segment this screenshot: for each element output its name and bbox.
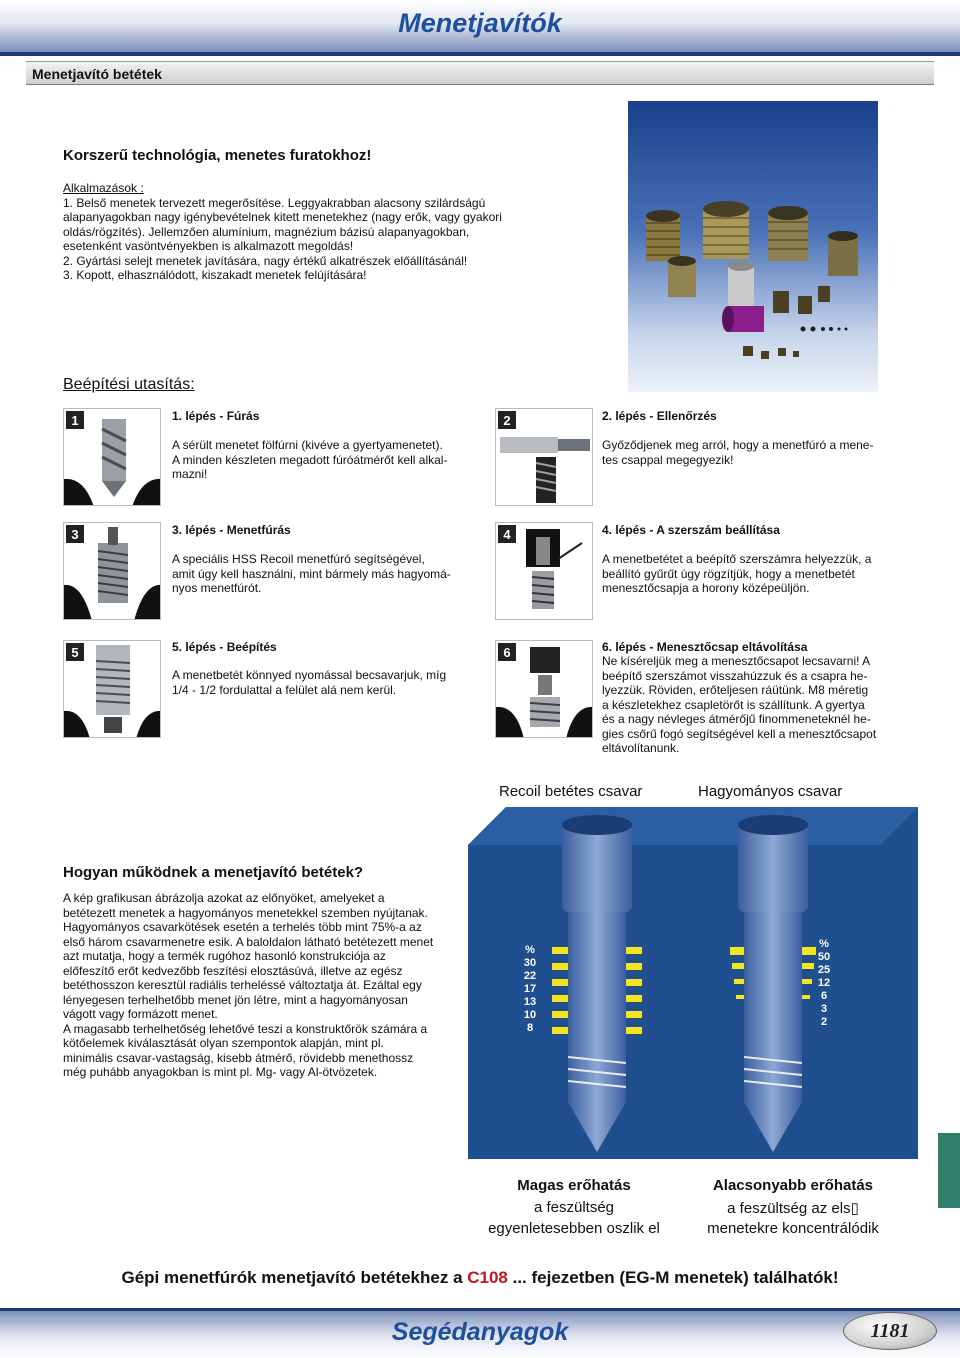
step-line: A menetbetétet a beépítő szerszámra helyezzük, a <box>602 552 872 566</box>
thread-insert-purple <box>722 306 764 332</box>
intro-line: 3. Kopott, elhasználódott, kiszakadt menetek felújítására! <box>63 268 367 282</box>
conventional-pct-value: 2 <box>820 1016 828 1028</box>
conventional-pct-value: 12 <box>817 977 831 989</box>
step-5-text <box>172 668 446 697</box>
how-line: betéthosszon keresztül radiális terheléssé változtatja át. Ezáltal egy <box>63 978 422 992</box>
step-3-title: 3. lépés - Menetfúrás <box>172 523 291 537</box>
how-line: még puhább anyagokban is mint pl. Mg- vagy Al-ötvözetek. <box>63 1065 378 1079</box>
thread-insert-coil <box>668 256 696 297</box>
footer-title: Segédanyagok <box>391 1318 569 1346</box>
step-number-badge: 5 <box>71 645 79 660</box>
section-bar <box>26 61 934 85</box>
how-line: A magasabb terhelhetőség lehetővé teszi a konstruktőrök számára a <box>63 1021 428 1036</box>
step-line: tes csappal megegyezik! <box>602 452 734 467</box>
step-line: lyezzük. Röviden, erőteljesen ráütünk. M8 méretig <box>602 683 869 697</box>
chapter-link[interactable]: C108 <box>467 1268 508 1287</box>
step-6-title: 6. lépés - Menesztőcsap eltávolítása <box>602 640 808 654</box>
conventional-pct-value: 50 <box>817 951 831 963</box>
recoil-bolt <box>562 815 632 1152</box>
step-4-image <box>495 522 593 620</box>
page-title: Menetjavítók <box>398 8 562 38</box>
thread-insert-coil <box>646 210 680 261</box>
reference-banner <box>0 1268 960 1288</box>
how-line: kötőelemek kiválasztását olyan szempontok alapján, mint pl. <box>63 1036 384 1050</box>
banner-text: Gépi menetfúrók menetjavító betétekhez a <box>121 1268 468 1287</box>
step-1-title: 1. lépés - Fúrás <box>172 409 260 423</box>
recoil-label: Recoil betétes csavar <box>499 783 643 800</box>
block-top <box>468 807 918 845</box>
step-3-image <box>63 522 161 620</box>
how-heading: Hogyan működnek a menetjavító betétek? <box>63 864 364 881</box>
step-line: nyos menetfúrót. <box>172 581 262 595</box>
step-line: és a nagy névleges átmérőjű finommeneteknél he- <box>602 712 871 726</box>
step-line: 1/4 - 1/2 fordulattal a felület alá nem kerül. <box>172 682 397 697</box>
step-line: Ne kíséreljük meg a menesztőcsapot lecsavarni! A <box>602 654 871 668</box>
how-text <box>63 891 455 1080</box>
step-4-text <box>602 552 871 596</box>
thread-insert-coil <box>828 231 858 276</box>
step-line: A menetbetét könnyed nyomással becsavarjuk, míg <box>172 668 447 682</box>
recoil-caption-title: Magas erőhatás <box>517 1177 631 1194</box>
step-number-badge: 4 <box>503 527 511 542</box>
step-line: A speciális HSS Recoil menetfúró segítségével, <box>172 552 425 566</box>
step-2-title: 2. lépés - Ellenőrzés <box>602 409 717 423</box>
step-line: mazni! <box>172 467 208 481</box>
step-line: A minden készleten megadott fúróátmérőt kell alkal- <box>172 452 448 467</box>
step-line: Győződjenek meg arról, hogy a menetfúró a mene- <box>602 438 874 452</box>
step-5-title: 5. lépés - Beépítés <box>172 640 277 654</box>
recoil-pct-value: 30 <box>523 957 537 969</box>
how-line: első három csavarmenetre esik. A baloldalon látható betétezett menet <box>63 934 434 949</box>
intro-heading: Korszerű technológia, menetes furatokhoz! <box>63 147 372 164</box>
recoil-pct-value: 10 <box>523 1009 537 1021</box>
conventional-bolt <box>738 815 808 1152</box>
intro-line: 1. Belső menetek tervezett megerősítése. Leggyakrabban alacsony szilárdságú <box>63 195 486 210</box>
page-number: 1181 <box>843 1312 937 1350</box>
thread-insert-silver <box>728 261 754 306</box>
how-line: vágott vagy formázott menet. <box>63 1007 218 1021</box>
step-1-image <box>63 408 161 506</box>
banner-text: ... fejezetben (EG-M menetek) találhatók! <box>507 1268 839 1287</box>
how-line: betétezett menetek a hagyományos menetekkel szemben nyújtanak. <box>63 905 428 920</box>
step-line: beépítő szerszámot visszahúzzuk és a csapra he- <box>602 668 868 683</box>
step-2-image <box>495 408 593 506</box>
step-line: menesztőcsapja a horony középeüljön. <box>602 581 810 595</box>
step-line: beállító gyűrűt úgy rögzítjük, hogy a menetbetét <box>602 566 855 581</box>
recoil-pct-value: 13 <box>523 996 537 1008</box>
section-title: Menetjavító betétek <box>32 66 162 82</box>
step-3-text <box>172 552 451 596</box>
conventional-caption-line: menetekre koncentrálódik <box>707 1220 879 1237</box>
intro-line: alapanyagokban nagy igénybevételnek kitett menetekhez (nagy erők, vagy gyakori <box>63 210 502 224</box>
footer-rule <box>0 1308 960 1311</box>
recoil-pct-value: 22 <box>523 970 537 982</box>
thread-insert-coil <box>768 206 808 261</box>
step-number-badge: 6 <box>503 645 511 660</box>
step-number-badge: 1 <box>71 413 79 428</box>
step-line: gies csőrű fogó segítségével kell a menesztőcsapot <box>602 726 877 741</box>
step-line: amit úgy kell használni, mint bármely más hagyomá- <box>172 566 451 581</box>
conventional-pct-value: 25 <box>817 964 831 976</box>
recoil-pct-value: 17 <box>523 983 537 995</box>
conventional-pct-value: 6 <box>820 990 828 1002</box>
recoil-pct-value: 8 <box>526 1022 534 1034</box>
recoil-pct-symbol: % <box>525 944 535 956</box>
step-6-text <box>602 654 876 756</box>
step-4-title: 4. lépés - A szerszám beállítása <box>602 523 780 537</box>
conventional-label: Hagyományos csavar <box>698 783 843 800</box>
step-number-badge: 2 <box>503 413 511 428</box>
step-line: A sérült menetet fölfúrni (kivéve a gyertyamenetet). <box>172 438 443 452</box>
thread-insert-coil <box>703 201 749 259</box>
scattered-inserts <box>801 327 848 332</box>
step-1-text <box>172 438 447 482</box>
intro-text <box>63 181 502 283</box>
intro-line: esetenként vasöntvényekben is alkalmazott megoldás! <box>63 239 354 253</box>
step-5-image <box>63 640 161 738</box>
conventional-caption-title: Alacsonyabb erőhatás <box>712 1177 874 1194</box>
step-2-text <box>602 438 873 467</box>
recoil-caption-line: a feszültség <box>533 1199 615 1216</box>
how-line: Hagyományos csavarkötések esetén a terhelés több mint 75%-a az <box>63 920 422 934</box>
product-photo <box>628 101 878 392</box>
header-rule <box>0 52 960 56</box>
how-line: lényegesen terhelhetőbb menet jön létre, mint a hagyományosan <box>63 992 408 1007</box>
step-line: eltávolítanunk. <box>602 741 680 755</box>
intro-line: oldás/rögzítés). Jellemzően alumínium, magnézium bázisú alapanyagokban, <box>63 224 470 239</box>
step-6-image <box>495 640 593 738</box>
install-heading: Beépítési utasítás: <box>63 376 195 393</box>
conventional-pct-value: 3 <box>820 1003 828 1015</box>
how-line: A kép grafikusan ábrázolja azokat az előnyöket, amelyeket a <box>63 891 385 905</box>
how-line: azt mutatja, hogy a termék rugóhoz hasonló konstrukciója az <box>63 949 386 963</box>
step-line: a készletekhez csapletörőt is szállítunk. A gyertya <box>602 697 865 712</box>
recoil-caption-line: egyenletesebben oszlik el <box>488 1220 660 1237</box>
applications-label: Alkalmazások : <box>63 181 144 195</box>
intro-line: 2. Gyártási selejt menetek javítására, nagy értékű alkatrészek előállításánál! <box>63 253 468 268</box>
chapter-side-tab <box>938 1133 960 1208</box>
how-line: előfeszítő erőt kedvezőbb feszítési elosztásúvá, illetve az egész <box>63 963 403 978</box>
step-number-badge: 3 <box>71 527 79 542</box>
conventional-caption-line: a feszültség az els▯ <box>727 1200 859 1217</box>
conventional-pct-symbol: % <box>819 938 829 950</box>
how-line: minimális csavar-vastagság, kisebb átmérő, rövidebb menethossz <box>63 1050 414 1065</box>
